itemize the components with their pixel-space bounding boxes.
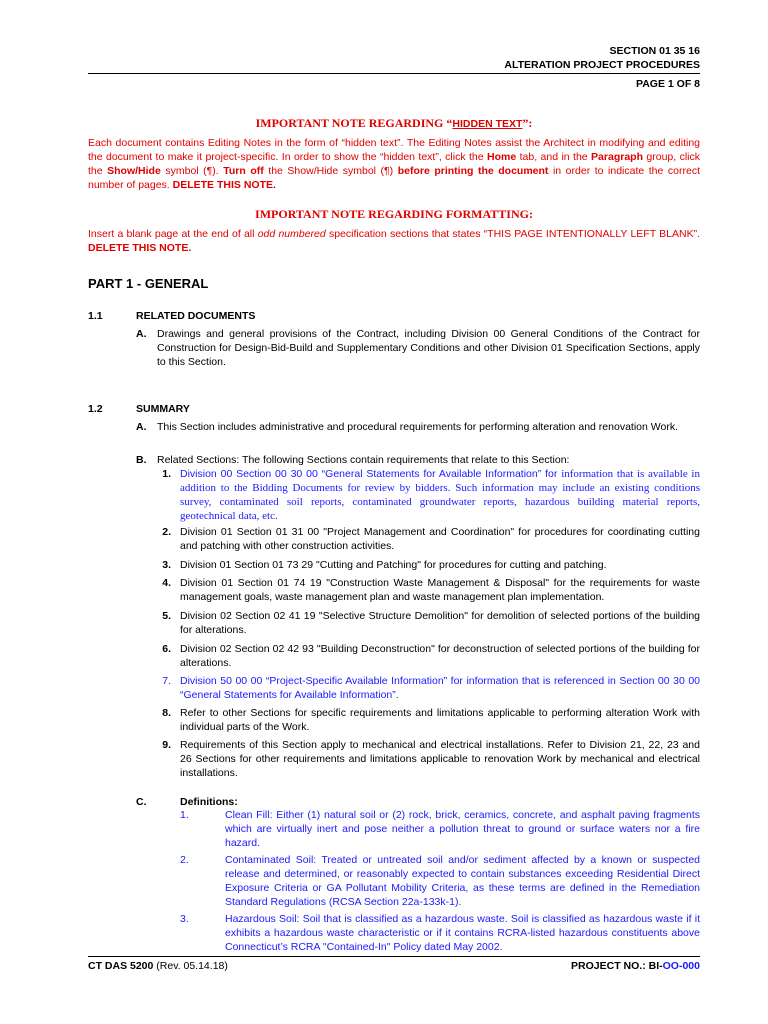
list-number: 3. [162, 559, 171, 571]
list-number: 1. [162, 468, 171, 480]
list-item: Division 01 Section 01 31 00 "Project Management and Coordination" for procedures for coordinating cutting and patching with other construction activities. [180, 526, 700, 552]
paragraph-label: B. [136, 454, 147, 466]
article-number: 1.2 [88, 403, 103, 415]
article-title: RELATED DOCUMENTS [136, 310, 256, 322]
header-rule [88, 73, 700, 74]
definition-item: Hazardous Soil: Soil that is classified as a hazardous waste. Soil is classified as hazardous waste if it exhibits a hazardous waste characteristic or if it contains RCRA-listed hazardous constituents above Connecticut’s RCRA "Contained-In" Policy dated May 2002. [225, 913, 700, 953]
footer-project-number: PROJECT NO.: BI-OO-000 [571, 960, 700, 972]
list-item: Division 02 Section 02 41 19 "Selective Structure Demolition" for demolition of selected portions of the building for alterations. [180, 610, 700, 636]
part-heading: PART 1 - GENERAL [88, 276, 209, 291]
list-number: 5. [162, 610, 171, 622]
list-item: Refer to other Sections for specific requirements and limitations applicable to performing alteration Work with individual parts of the Work. [180, 707, 700, 733]
hidden-text-note-title: IMPORTANT NOTE REGARDING “HIDDEN TEXT”: [255, 116, 533, 130]
paragraph-text: Drawings and general provisions of the Contract, including Division 00 General Conditions of the Contract for Construction for Design-Bid-Build and Supplementary Conditions and other Division 01 Specification Sections, apply to this Section. [157, 328, 700, 368]
footer-rule [88, 956, 700, 957]
list-item: Division 50 00 00 “Project-Specific Available Information” for information that is referenced in Section 00 30 00 “General Statements for Available Information”. [180, 675, 700, 701]
formatting-note-body: Insert a blank page at the end of all odd numbered specification sections that states “THIS PAGE INTENTIONALLY LEFT BLANK”. DELETE THIS NOTE. [88, 228, 700, 254]
list-number: 6. [162, 643, 171, 655]
definitions-heading: Definitions: [180, 796, 238, 808]
page-number: PAGE 1 OF 8 [636, 78, 700, 90]
list-number: 7. [162, 675, 171, 687]
definition-number: 3. [180, 913, 189, 925]
footer-document-id: CT DAS 5200 (Rev. 05.14.18) [88, 960, 228, 972]
paragraph-label: C. [136, 796, 147, 808]
list-item: Division 00 Section 00 30 00 “General Statements for Available Information” for information that is available in addition to the Bidding Documents for review by bidders. Such information may include an existing conditions survey, contaminated soil reports, contaminated groundwater reports, hazardous building material reports, geotechnical data, etc. [180, 468, 700, 522]
definition-number: 1. [180, 809, 189, 821]
article-title: SUMMARY [136, 403, 190, 415]
paragraph-label: A. [136, 421, 147, 433]
list-number: 8. [162, 707, 171, 719]
list-number: 2. [162, 526, 171, 538]
formatting-note-title: IMPORTANT NOTE REGARDING FORMATTING: [255, 207, 533, 221]
definition-item: Contaminated Soil: Treated or untreated soil and/or sediment affected by a known or suspected release and determined, or reasonably expected to contain substances exceeding Residential Direct Exposure Criteria or GA Pollutant Mobility Criteria, as these terms are defined in the Remediation Standard Regulations (RCSA Section 22a-133k-1). [225, 854, 700, 908]
article-number: 1.1 [88, 310, 103, 322]
list-item: Division 01 Section 01 74 19 "Construction Waste Management & Disposal" for the requirements for waste management goals, waste management plan and waste management plan implementation. [180, 577, 700, 603]
paragraph-label: A. [136, 328, 147, 340]
list-item: Requirements of this Section apply to mechanical and electrical installations. Refer to Division 21, 22, 23 and 26 Sections for other requirements and limitations applicable to renovation Work by mechanical and electrical installations. [180, 739, 700, 779]
section-number: SECTION 01 35 16 [609, 45, 700, 57]
paragraph-text: Related Sections: The following Sections contain requirements that relate to this Section: [157, 454, 570, 466]
list-item: Division 02 Section 02 42 93 "Building Deconstruction" for deconstruction of selected portions of the building for alterations. [180, 643, 700, 669]
paragraph-text: This Section includes administrative and procedural requirements for performing alteration and renovation Work. [157, 421, 678, 433]
definition-number: 2. [180, 854, 189, 866]
section-title: ALTERATION PROJECT PROCEDURES [504, 59, 700, 71]
definition-item: Clean Fill: Either (1) natural soil or (2) rock, brick, ceramics, concrete, and asphalt paving fragments which are virtually inert and pose neither a pollution threat to ground or surface waters nor a fire hazard. [225, 809, 700, 849]
hidden-text-note-body: Each document contains Editing Notes in the form of “hidden text”. The Editing Notes assist the Architect in modifying and editing the document to make it project-specific. In order to show the “hidden text”, click the Home tab, and in the Paragraph group, click the Show/Hide symbol (¶). Turn off the Show/Hide symbol (¶) before printing the document in order to indicate the correct number of pages. DELETE THIS NOTE. [88, 137, 700, 191]
list-number: 4. [162, 577, 171, 589]
list-number: 9. [162, 739, 171, 751]
list-item: Division 01 Section 01 73 29 "Cutting and Patching" for procedures for cutting and patching. [180, 559, 607, 571]
